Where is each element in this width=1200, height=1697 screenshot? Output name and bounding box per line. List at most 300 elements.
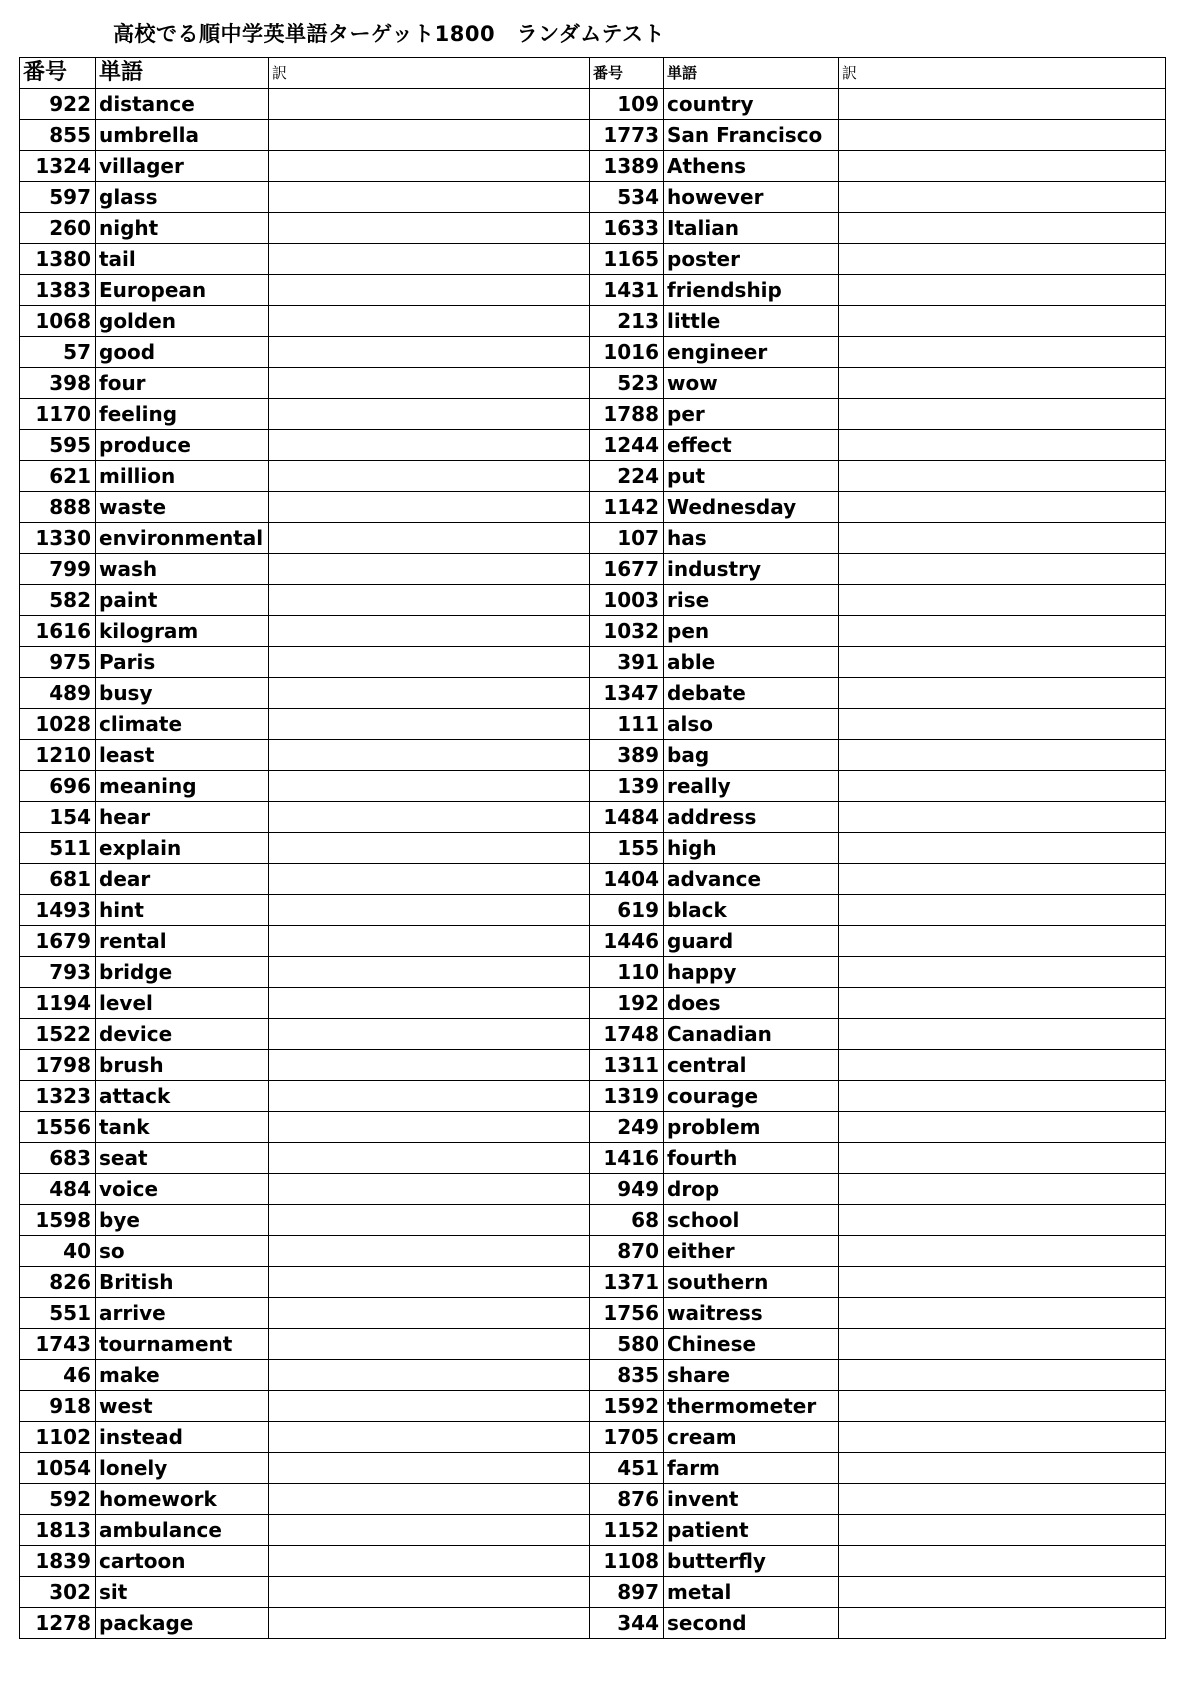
- left-word-cell: wash: [96, 554, 269, 585]
- right-word-cell: address: [664, 802, 839, 833]
- right-translation-answer-cell[interactable]: [839, 678, 1166, 709]
- left-translation-answer-cell[interactable]: [269, 120, 590, 151]
- left-word-cell: brush: [96, 1050, 269, 1081]
- right-number-cell: 1389: [590, 151, 664, 182]
- left-number-cell: 46: [20, 1360, 96, 1391]
- right-number-cell: 139: [590, 771, 664, 802]
- table-row: [20, 1577, 1166, 1608]
- left-number-cell: 1102: [20, 1422, 96, 1453]
- left-word-cell: golden: [96, 306, 269, 337]
- right-translation-answer-cell[interactable]: [839, 1143, 1166, 1174]
- right-word-cell: Italian: [664, 213, 839, 244]
- left-word-cell: glass: [96, 182, 269, 213]
- left-word-cell: night: [96, 213, 269, 244]
- left-translation-answer-cell[interactable]: [269, 740, 590, 771]
- right-number-cell: 1016: [590, 337, 664, 368]
- left-translation-answer-cell[interactable]: [269, 244, 590, 275]
- left-translation-answer-cell[interactable]: [269, 1546, 590, 1577]
- left-translation-answer-cell[interactable]: [269, 337, 590, 368]
- left-word-cell: umbrella: [96, 120, 269, 151]
- left-translation-answer-cell[interactable]: [269, 461, 590, 492]
- left-translation-answer-cell[interactable]: [269, 1205, 590, 1236]
- table-row: [20, 1174, 1166, 1205]
- header-row: [20, 58, 1166, 89]
- left-translation-answer-cell[interactable]: [269, 151, 590, 182]
- left-word-cell: kilogram: [96, 616, 269, 647]
- left-word-cell: voice: [96, 1174, 269, 1205]
- left-word-cell: homework: [96, 1484, 269, 1515]
- right-translation-answer-cell[interactable]: [839, 461, 1166, 492]
- right-number-cell: 1756: [590, 1298, 664, 1329]
- left-number-cell: 855: [20, 120, 96, 151]
- table-row: [20, 430, 1166, 461]
- table-row: [20, 833, 1166, 864]
- right-word-cell: Athens: [664, 151, 839, 182]
- right-number-cell: 224: [590, 461, 664, 492]
- right-number-cell: 249: [590, 1112, 664, 1143]
- left-translation-answer-cell[interactable]: [269, 585, 590, 616]
- right-word-cell: advance: [664, 864, 839, 895]
- left-word-cell: rental: [96, 926, 269, 957]
- right-translation-answer-cell[interactable]: [839, 368, 1166, 399]
- right-translation-answer-cell[interactable]: [839, 275, 1166, 306]
- left-number-cell: 1323: [20, 1081, 96, 1112]
- right-word-cell: guard: [664, 926, 839, 957]
- right-translation-answer-cell[interactable]: [839, 151, 1166, 182]
- right-word-cell: debate: [664, 678, 839, 709]
- left-number-cell: 302: [20, 1577, 96, 1608]
- left-translation-answer-cell[interactable]: [269, 957, 590, 988]
- right-word-cell: wow: [664, 368, 839, 399]
- left-translation-answer-cell[interactable]: [269, 1081, 590, 1112]
- table-row: [20, 368, 1166, 399]
- left-word-cell: four: [96, 368, 269, 399]
- left-translation-answer-cell[interactable]: [269, 895, 590, 926]
- right-word-cell: rise: [664, 585, 839, 616]
- left-translation-answer-cell[interactable]: [269, 1050, 590, 1081]
- right-number-cell: 1431: [590, 275, 664, 306]
- right-word-cell: happy: [664, 957, 839, 988]
- right-number-cell: 1446: [590, 926, 664, 957]
- left-translation-answer-cell[interactable]: [269, 492, 590, 523]
- right-word-cell: poster: [664, 244, 839, 275]
- left-translation-answer-cell[interactable]: [269, 523, 590, 554]
- right-number-cell: 389: [590, 740, 664, 771]
- left-number-cell: 922: [20, 89, 96, 120]
- left-translation-answer-cell[interactable]: [269, 988, 590, 1019]
- table-row: [20, 771, 1166, 802]
- right-translation-answer-cell[interactable]: [839, 1112, 1166, 1143]
- left-word-cell: seat: [96, 1143, 269, 1174]
- left-number-cell: 683: [20, 1143, 96, 1174]
- left-number-cell: 154: [20, 802, 96, 833]
- left-translation-answer-cell[interactable]: [269, 616, 590, 647]
- table-row: [20, 957, 1166, 988]
- right-number-cell: 1371: [590, 1267, 664, 1298]
- right-translation-answer-cell[interactable]: [839, 771, 1166, 802]
- left-translation-answer-cell[interactable]: [269, 1329, 590, 1360]
- right-word-cell: country: [664, 89, 839, 120]
- right-translation-answer-cell[interactable]: [839, 523, 1166, 554]
- right-translation-header: 訳: [839, 58, 1166, 89]
- right-translation-answer-cell[interactable]: [839, 1422, 1166, 1453]
- right-number-cell: 835: [590, 1360, 664, 1391]
- right-number-cell: 451: [590, 1453, 664, 1484]
- right-number-cell: 1165: [590, 244, 664, 275]
- right-translation-answer-cell[interactable]: [839, 337, 1166, 368]
- left-translation-answer-cell[interactable]: [269, 926, 590, 957]
- right-translation-answer-cell[interactable]: [839, 740, 1166, 771]
- left-number-cell: 260: [20, 213, 96, 244]
- right-number-cell: 1677: [590, 554, 664, 585]
- right-word-cell: either: [664, 1236, 839, 1267]
- table-row: [20, 213, 1166, 244]
- right-word-cell: does: [664, 988, 839, 1019]
- left-word-cell: environmental: [96, 523, 269, 554]
- left-number-cell: 1556: [20, 1112, 96, 1143]
- right-translation-answer-cell[interactable]: [839, 833, 1166, 864]
- left-translation-answer-cell[interactable]: [269, 864, 590, 895]
- left-number-cell: 1324: [20, 151, 96, 182]
- right-translation-answer-cell[interactable]: [839, 616, 1166, 647]
- left-translation-answer-cell[interactable]: [269, 1515, 590, 1546]
- right-number-cell: 1748: [590, 1019, 664, 1050]
- right-translation-answer-cell[interactable]: [839, 89, 1166, 120]
- right-word-header: 単語: [664, 58, 839, 89]
- left-number-cell: 1798: [20, 1050, 96, 1081]
- right-word-cell: invent: [664, 1484, 839, 1515]
- right-word-cell: San Francisco: [664, 120, 839, 151]
- left-word-cell: Paris: [96, 647, 269, 678]
- right-number-cell: 876: [590, 1484, 664, 1515]
- right-number-cell: 1347: [590, 678, 664, 709]
- right-translation-answer-cell[interactable]: [839, 988, 1166, 1019]
- right-translation-answer-cell[interactable]: [839, 399, 1166, 430]
- right-translation-answer-cell[interactable]: [839, 182, 1166, 213]
- left-number-cell: 1679: [20, 926, 96, 957]
- right-word-cell: thermometer: [664, 1391, 839, 1422]
- vocabulary-test-table: [19, 57, 1166, 1639]
- table-body: [20, 89, 1166, 1639]
- left-word-cell: European: [96, 275, 269, 306]
- left-number-cell: 1210: [20, 740, 96, 771]
- right-word-cell: waitress: [664, 1298, 839, 1329]
- left-translation-answer-cell[interactable]: [269, 1453, 590, 1484]
- right-translation-answer-cell[interactable]: [839, 957, 1166, 988]
- left-number-cell: 597: [20, 182, 96, 213]
- left-number-cell: 1493: [20, 895, 96, 926]
- left-translation-answer-cell[interactable]: [269, 1143, 590, 1174]
- left-number-cell: 582: [20, 585, 96, 616]
- table-row: [20, 151, 1166, 182]
- table-row: [20, 616, 1166, 647]
- table-row: [20, 1546, 1166, 1577]
- left-translation-answer-cell[interactable]: [269, 1484, 590, 1515]
- left-translation-answer-cell[interactable]: [269, 833, 590, 864]
- right-number-cell: 109: [590, 89, 664, 120]
- table-row: [20, 1515, 1166, 1546]
- left-translation-answer-cell[interactable]: [269, 182, 590, 213]
- right-word-cell: effect: [664, 430, 839, 461]
- left-number-cell: 1383: [20, 275, 96, 306]
- right-translation-answer-cell[interactable]: [839, 1050, 1166, 1081]
- left-word-cell: good: [96, 337, 269, 368]
- left-word-cell: meaning: [96, 771, 269, 802]
- right-word-cell: has: [664, 523, 839, 554]
- table-row: [20, 802, 1166, 833]
- table-row: [20, 926, 1166, 957]
- right-translation-answer-cell[interactable]: [839, 1019, 1166, 1050]
- table-row: [20, 647, 1166, 678]
- right-word-cell: friendship: [664, 275, 839, 306]
- left-translation-answer-cell[interactable]: [269, 709, 590, 740]
- right-word-cell: high: [664, 833, 839, 864]
- left-translation-answer-cell[interactable]: [269, 771, 590, 802]
- right-word-cell: southern: [664, 1267, 839, 1298]
- right-word-cell: patient: [664, 1515, 839, 1546]
- left-word-cell: feeling: [96, 399, 269, 430]
- left-translation-answer-cell[interactable]: [269, 1360, 590, 1391]
- page-title: 高校でる順中学英単語ターゲット1800 ランダムテスト: [113, 22, 666, 46]
- right-translation-answer-cell[interactable]: [839, 802, 1166, 833]
- right-word-cell: farm: [664, 1453, 839, 1484]
- right-number-cell: 1032: [590, 616, 664, 647]
- right-translation-answer-cell[interactable]: [839, 1081, 1166, 1112]
- left-number-cell: 595: [20, 430, 96, 461]
- right-word-cell: put: [664, 461, 839, 492]
- left-translation-answer-cell[interactable]: [269, 1577, 590, 1608]
- table-row: [20, 120, 1166, 151]
- right-translation-answer-cell[interactable]: [839, 709, 1166, 740]
- left-word-cell: lonely: [96, 1453, 269, 1484]
- left-number-cell: 489: [20, 678, 96, 709]
- right-translation-answer-cell[interactable]: [839, 1453, 1166, 1484]
- left-translation-answer-cell[interactable]: [269, 802, 590, 833]
- left-translation-answer-cell[interactable]: [269, 1391, 590, 1422]
- right-translation-answer-cell[interactable]: [839, 1484, 1166, 1515]
- left-translation-answer-cell[interactable]: [269, 275, 590, 306]
- right-translation-answer-cell[interactable]: [839, 1329, 1166, 1360]
- right-number-cell: 1108: [590, 1546, 664, 1577]
- right-word-cell: school: [664, 1205, 839, 1236]
- left-word-cell: British: [96, 1267, 269, 1298]
- left-word-cell: distance: [96, 89, 269, 120]
- right-translation-answer-cell[interactable]: [839, 1546, 1166, 1577]
- right-number-cell: 1705: [590, 1422, 664, 1453]
- left-number-cell: 1068: [20, 306, 96, 337]
- right-number-cell: 391: [590, 647, 664, 678]
- right-translation-answer-cell[interactable]: [839, 1515, 1166, 1546]
- right-number-cell: 1633: [590, 213, 664, 244]
- right-number-cell: 1319: [590, 1081, 664, 1112]
- left-translation-answer-cell[interactable]: [269, 306, 590, 337]
- table-row: [20, 1236, 1166, 1267]
- left-number-cell: 1380: [20, 244, 96, 275]
- right-number-cell: 1416: [590, 1143, 664, 1174]
- right-word-cell: Chinese: [664, 1329, 839, 1360]
- left-word-cell: tournament: [96, 1329, 269, 1360]
- right-word-cell: bag: [664, 740, 839, 771]
- left-word-cell: dear: [96, 864, 269, 895]
- right-translation-answer-cell[interactable]: [839, 554, 1166, 585]
- right-translation-answer-cell[interactable]: [839, 895, 1166, 926]
- table-row: [20, 740, 1166, 771]
- left-word-cell: west: [96, 1391, 269, 1422]
- right-word-cell: share: [664, 1360, 839, 1391]
- right-word-cell: courage: [664, 1081, 839, 1112]
- left-translation-answer-cell[interactable]: [269, 1236, 590, 1267]
- right-translation-answer-cell[interactable]: [839, 647, 1166, 678]
- left-number-cell: 1194: [20, 988, 96, 1019]
- right-translation-answer-cell[interactable]: [839, 306, 1166, 337]
- left-word-cell: instead: [96, 1422, 269, 1453]
- right-translation-answer-cell[interactable]: [839, 864, 1166, 895]
- left-number-cell: 975: [20, 647, 96, 678]
- left-word-cell: device: [96, 1019, 269, 1050]
- right-translation-answer-cell[interactable]: [839, 1267, 1166, 1298]
- left-number-cell: 1028: [20, 709, 96, 740]
- left-translation-answer-cell[interactable]: [269, 1422, 590, 1453]
- right-word-cell: cream: [664, 1422, 839, 1453]
- right-number-cell: 523: [590, 368, 664, 399]
- table-row: [20, 1484, 1166, 1515]
- right-number-cell: 68: [590, 1205, 664, 1236]
- left-number-cell: 1330: [20, 523, 96, 554]
- left-word-cell: busy: [96, 678, 269, 709]
- left-translation-answer-cell[interactable]: [269, 368, 590, 399]
- right-number-cell: 897: [590, 1577, 664, 1608]
- right-word-cell: engineer: [664, 337, 839, 368]
- left-word-cell: waste: [96, 492, 269, 523]
- left-translation-answer-cell[interactable]: [269, 647, 590, 678]
- right-translation-answer-cell[interactable]: [839, 1391, 1166, 1422]
- left-translation-answer-cell[interactable]: [269, 1019, 590, 1050]
- table-row: [20, 709, 1166, 740]
- right-number-header: 番号: [590, 58, 664, 89]
- left-word-cell: million: [96, 461, 269, 492]
- left-word-cell: least: [96, 740, 269, 771]
- table-row: [20, 1143, 1166, 1174]
- left-word-cell: hint: [96, 895, 269, 926]
- right-translation-answer-cell[interactable]: [839, 1236, 1166, 1267]
- right-number-cell: 1003: [590, 585, 664, 616]
- right-number-cell: 111: [590, 709, 664, 740]
- left-number-cell: 551: [20, 1298, 96, 1329]
- left-word-cell: villager: [96, 151, 269, 182]
- left-translation-answer-cell[interactable]: [269, 213, 590, 244]
- table-row: [20, 89, 1166, 120]
- left-translation-answer-cell[interactable]: [269, 554, 590, 585]
- table-row: [20, 1422, 1166, 1453]
- right-number-cell: 155: [590, 833, 664, 864]
- table-row: [20, 585, 1166, 616]
- right-translation-answer-cell[interactable]: [839, 1174, 1166, 1205]
- left-number-cell: 1598: [20, 1205, 96, 1236]
- table-row: [20, 1360, 1166, 1391]
- table-row: [20, 337, 1166, 368]
- left-translation-answer-cell[interactable]: [269, 1267, 590, 1298]
- right-translation-answer-cell[interactable]: [839, 585, 1166, 616]
- right-translation-answer-cell[interactable]: [839, 120, 1166, 151]
- left-translation-answer-cell[interactable]: [269, 89, 590, 120]
- left-translation-answer-cell[interactable]: [269, 678, 590, 709]
- left-number-cell: 1616: [20, 616, 96, 647]
- left-number-cell: 1839: [20, 1546, 96, 1577]
- right-translation-answer-cell[interactable]: [839, 430, 1166, 461]
- left-translation-header: 訳: [269, 58, 590, 89]
- right-translation-answer-cell[interactable]: [839, 926, 1166, 957]
- left-number-cell: 918: [20, 1391, 96, 1422]
- right-number-cell: 1773: [590, 120, 664, 151]
- table-row: [20, 678, 1166, 709]
- right-word-cell: really: [664, 771, 839, 802]
- right-translation-answer-cell[interactable]: [839, 1360, 1166, 1391]
- table-row: [20, 1112, 1166, 1143]
- left-number-cell: 1813: [20, 1515, 96, 1546]
- left-number-cell: 1522: [20, 1019, 96, 1050]
- left-word-cell: make: [96, 1360, 269, 1391]
- right-number-cell: 1592: [590, 1391, 664, 1422]
- right-number-cell: 1142: [590, 492, 664, 523]
- table-row: [20, 1298, 1166, 1329]
- right-translation-answer-cell[interactable]: [839, 1577, 1166, 1608]
- left-word-cell: arrive: [96, 1298, 269, 1329]
- table-row: [20, 895, 1166, 926]
- right-translation-answer-cell[interactable]: [839, 244, 1166, 275]
- right-number-cell: 949: [590, 1174, 664, 1205]
- left-translation-answer-cell[interactable]: [269, 399, 590, 430]
- left-translation-answer-cell[interactable]: [269, 1174, 590, 1205]
- left-number-cell: 826: [20, 1267, 96, 1298]
- right-word-cell: Wednesday: [664, 492, 839, 523]
- right-word-cell: industry: [664, 554, 839, 585]
- right-word-cell: butterfly: [664, 1546, 839, 1577]
- table-row: [20, 1267, 1166, 1298]
- left-translation-answer-cell[interactable]: [269, 1298, 590, 1329]
- left-translation-answer-cell[interactable]: [269, 1608, 590, 1639]
- right-translation-answer-cell[interactable]: [839, 492, 1166, 523]
- right-word-cell: little: [664, 306, 839, 337]
- left-word-cell: tail: [96, 244, 269, 275]
- right-translation-answer-cell[interactable]: [839, 1298, 1166, 1329]
- table-row: [20, 988, 1166, 1019]
- table-row: [20, 461, 1166, 492]
- right-word-cell: able: [664, 647, 839, 678]
- right-number-cell: 1311: [590, 1050, 664, 1081]
- right-word-cell: drop: [664, 1174, 839, 1205]
- right-word-cell: fourth: [664, 1143, 839, 1174]
- left-number-cell: 696: [20, 771, 96, 802]
- left-word-cell: produce: [96, 430, 269, 461]
- left-word-header: 単語: [96, 58, 269, 89]
- left-translation-answer-cell[interactable]: [269, 430, 590, 461]
- table-row: [20, 1608, 1166, 1639]
- right-number-cell: 870: [590, 1236, 664, 1267]
- left-number-cell: 1278: [20, 1608, 96, 1639]
- right-word-cell: problem: [664, 1112, 839, 1143]
- right-translation-answer-cell[interactable]: [839, 213, 1166, 244]
- left-translation-answer-cell[interactable]: [269, 1112, 590, 1143]
- left-number-cell: 621: [20, 461, 96, 492]
- right-translation-answer-cell[interactable]: [839, 1205, 1166, 1236]
- left-number-cell: 40: [20, 1236, 96, 1267]
- left-word-cell: bye: [96, 1205, 269, 1236]
- right-number-cell: 580: [590, 1329, 664, 1360]
- right-translation-answer-cell[interactable]: [839, 1608, 1166, 1639]
- left-number-header: 番号: [20, 58, 96, 89]
- table-row: [20, 1050, 1166, 1081]
- table-row: [20, 554, 1166, 585]
